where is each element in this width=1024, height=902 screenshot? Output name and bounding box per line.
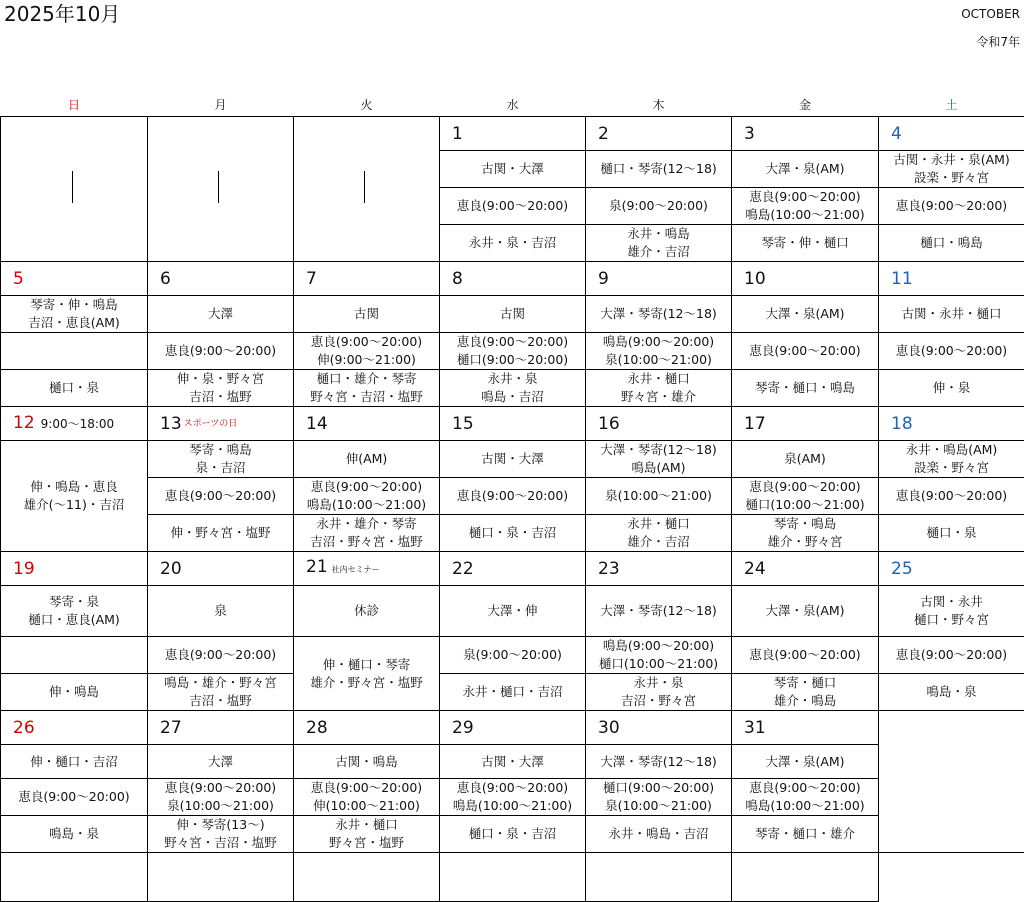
- shift-cell: 恵良(9:00～20:00) 伸(9:00～21:00): [294, 333, 440, 370]
- day-number: 11: [891, 269, 913, 289]
- day-number: 3: [744, 124, 755, 144]
- event-label: 社内セミナー: [332, 565, 380, 574]
- shift-cell: 伸(AM): [294, 441, 440, 478]
- shift-cell: 恵良(9:00～20:00) 樋口(10:00～21:00): [732, 478, 879, 515]
- shift-cell: 永井・泉 鳴島・吉沼: [440, 370, 586, 407]
- day-number: 17: [744, 414, 766, 434]
- shift-cell: 樋口・泉・吉沼: [440, 515, 586, 552]
- calendar-row: [1, 296, 1024, 333]
- shift-cell: 琴寄・泉 樋口・恵良(AM): [1, 586, 148, 637]
- calendar-row: [1, 816, 1024, 853]
- weekday-header-row: [1, 92, 1024, 117]
- calendar-row: [1, 407, 1024, 441]
- day-number-cell: [148, 407, 294, 441]
- divider-mark: [364, 171, 365, 203]
- weekday-wed: 水: [440, 92, 586, 117]
- calendar-row: [1, 370, 1024, 407]
- shift-cell: 樋口・鳴島: [879, 225, 1024, 262]
- shift-cell: 大澤・琴寄(12～18): [586, 586, 732, 637]
- weekday-mon: 月: [148, 92, 294, 117]
- empty-day-cell: [879, 711, 1024, 853]
- calendar-row: [1, 117, 1024, 151]
- shift-cell: 大澤・泉(AM): [732, 586, 879, 637]
- shift-cell: 伸・泉・野々宮 吉沼・塩野: [148, 370, 294, 407]
- shift-cell: 永井・樋口・吉沼: [440, 674, 586, 711]
- blank-day-cell: [1, 117, 148, 262]
- shift-cell: 大澤・泉(AM): [732, 151, 879, 188]
- day-number: 13: [160, 414, 182, 434]
- shift-cell: 鳴島(9:00～20:00) 泉(10:00～21:00): [586, 333, 732, 370]
- day-number-cell: [879, 117, 1024, 151]
- day-number: 1: [452, 124, 463, 144]
- shift-cell: 恵良(9:00～20:00): [440, 188, 586, 225]
- shift-cell: 鳴島・泉: [1, 816, 148, 853]
- day-number: 8: [452, 269, 463, 289]
- day-number: 16: [598, 414, 620, 434]
- shift-cell: 大澤: [148, 745, 294, 779]
- calendar-row: [1, 674, 1024, 711]
- shift-cell: 泉(9:00～20:00): [440, 637, 586, 674]
- day-number: 26: [13, 718, 35, 738]
- shift-cell: 琴寄・樋口 雄介・鳴島: [732, 674, 879, 711]
- day-number: 21: [306, 557, 328, 577]
- day-number: 2: [598, 124, 609, 144]
- day-number-cell: [440, 117, 586, 151]
- shift-cell: 古関・鳴島: [294, 745, 440, 779]
- calendar-row: [1, 711, 1024, 745]
- shift-cell: 恵良(9:00～20:00): [148, 637, 294, 674]
- shift-cell: 永井・泉 吉沼・野々宮: [586, 674, 732, 711]
- shift-cell: 樋口・泉: [879, 515, 1024, 552]
- shift-cell: 恵良(9:00～20:00): [440, 478, 586, 515]
- shift-cell: 伸・泉: [879, 370, 1024, 407]
- shift-cell: 樋口(9:00～20:00) 泉(10:00～21:00): [586, 779, 732, 816]
- day-number: 12: [13, 413, 35, 433]
- day-number: 23: [598, 559, 620, 579]
- blank-day-cell: [294, 117, 440, 262]
- day-number: 30: [598, 718, 620, 738]
- calendar-row: [1, 552, 1024, 586]
- shift-cell: 琴寄・鳴島 雄介・野々宮: [732, 515, 879, 552]
- shift-cell: 恵良(9:00～20:00): [879, 333, 1024, 370]
- shift-cell: 大澤: [148, 296, 294, 333]
- day-number-cell: [440, 262, 586, 296]
- shift-cell: 樋口・雄介・琴寄 野々宮・吉沼・塩野: [294, 370, 440, 407]
- shift-cell: 古関・大澤: [440, 151, 586, 188]
- day-number: 31: [744, 718, 766, 738]
- shift-cell: 古関・永井・泉(AM) 設楽・野々宮: [879, 151, 1024, 188]
- calendar-grid: [0, 92, 1024, 902]
- shift-cell: 恵良(9:00～20:00) 鳴島(10:00～21:00): [294, 478, 440, 515]
- shift-cell: 伸・樋口・吉沼: [1, 745, 148, 779]
- shift-cell: [1, 637, 148, 674]
- day-number-cell: [1, 407, 148, 441]
- day-number: 14: [306, 414, 328, 434]
- day-number: 19: [13, 559, 35, 579]
- day-number-cell: [148, 552, 294, 586]
- blank-day-cell: [148, 117, 294, 262]
- shift-cell: 古関・永井 樋口・野々宮: [879, 586, 1024, 637]
- day-number: 7: [306, 269, 317, 289]
- shift-cell: 永井・泉・吉沼: [440, 225, 586, 262]
- day-number-cell: [586, 552, 732, 586]
- shift-cell: 鳴島・泉: [879, 674, 1024, 711]
- day-number: 9: [598, 269, 609, 289]
- shift-cell: 恵良(9:00～20:00): [732, 333, 879, 370]
- calendar-row: [1, 333, 1024, 370]
- shift-cell: 伸・樋口・琴寄 雄介・野々宮・塩野: [294, 637, 440, 711]
- day-number-cell: [586, 407, 732, 441]
- calendar-row: [1, 745, 1024, 779]
- shift-cell: 大澤・琴寄(12～18) 鳴島(AM): [586, 441, 732, 478]
- empty-cell: [1, 853, 148, 902]
- day-number-cell: [294, 262, 440, 296]
- calendar-row: [1, 637, 1024, 674]
- month-english: OCTOBER: [961, 7, 1020, 21]
- empty-cell: [440, 853, 586, 902]
- day-number: 24: [744, 559, 766, 579]
- calendar-row: [1, 262, 1024, 296]
- day-number-cell: [440, 711, 586, 745]
- calendar-row: [1, 478, 1024, 515]
- empty-cell: [294, 853, 440, 902]
- divider-mark: [218, 171, 219, 203]
- day-number-cell: [294, 711, 440, 745]
- shift-cell: 鳴島(9:00～20:00) 樋口(10:00～21:00): [586, 637, 732, 674]
- calendar-row: [1, 779, 1024, 816]
- day-number: 15: [452, 414, 474, 434]
- shift-cell-merged: 伸・鳴島・恵良 雄介(～11)・吉沼: [1, 441, 148, 552]
- empty-cell: [586, 853, 732, 902]
- shift-cell: 恵良(9:00～20:00) 鳴島(10:00～21:00): [440, 779, 586, 816]
- era-year: 令和7年: [976, 33, 1020, 50]
- day-number: 28: [306, 718, 328, 738]
- day-number-cell: [440, 407, 586, 441]
- day-number: 20: [160, 559, 182, 579]
- shift-cell: 永井・樋口 野々宮・塩野: [294, 816, 440, 853]
- shift-cell: 恵良(9:00～20:00): [148, 478, 294, 515]
- shift-cell: 鳴島・雄介・野々宮 吉沼・塩野: [148, 674, 294, 711]
- day-number-cell: [1, 262, 148, 296]
- calendar-row: [1, 853, 1024, 902]
- day-number: 6: [160, 269, 171, 289]
- day-number-cell: [1, 711, 148, 745]
- day-number-cell: [732, 262, 879, 296]
- shift-cell: 樋口・泉: [1, 370, 148, 407]
- shift-cell: 恵良(9:00～20:00) 樋口(9:00～20:00): [440, 333, 586, 370]
- shift-cell: 恵良(9:00～20:00) 伸(10:00～21:00): [294, 779, 440, 816]
- shift-cell: 永井・鳴島 雄介・吉沼: [586, 225, 732, 262]
- shift-cell: 大澤・琴寄(12～18): [586, 296, 732, 333]
- day-number: 29: [452, 718, 474, 738]
- empty-cell: [732, 853, 879, 902]
- shift-cell: 古関: [294, 296, 440, 333]
- shift-cell: 永井・鳴島(AM) 設楽・野々宮: [879, 441, 1024, 478]
- weekday-thu: 木: [586, 92, 732, 117]
- day-number-cell: [294, 552, 440, 586]
- shift-cell: 琴寄・伸・樋口: [732, 225, 879, 262]
- day-number-cell: [879, 407, 1024, 441]
- weekday-fri: 金: [732, 92, 879, 117]
- calendar-row: [1, 441, 1024, 478]
- shift-cell: 古関・永井・樋口: [879, 296, 1024, 333]
- shift-cell: 泉(AM): [732, 441, 879, 478]
- shift-cell: 大澤・泉(AM): [732, 296, 879, 333]
- day-hours-note: 9:00～18:00: [41, 417, 115, 431]
- shift-cell: 泉(10:00～21:00): [586, 478, 732, 515]
- shift-cell: 恵良(9:00～20:00): [732, 637, 879, 674]
- shift-cell: 琴寄・鳴島 泉・吉沼: [148, 441, 294, 478]
- day-number-cell: [732, 552, 879, 586]
- day-number-cell: [586, 711, 732, 745]
- day-number: 5: [13, 269, 24, 289]
- day-number-cell: [732, 117, 879, 151]
- shift-cell: 泉: [148, 586, 294, 637]
- day-number: 25: [891, 559, 913, 579]
- day-number-cell: [732, 407, 879, 441]
- day-number-cell: [732, 711, 879, 745]
- shift-cell: 永井・樋口 雄介・吉沼: [586, 515, 732, 552]
- day-number: 22: [452, 559, 474, 579]
- shift-cell: 永井・鳴島・吉沼: [586, 816, 732, 853]
- weekday-tue: 火: [294, 92, 440, 117]
- shift-cell: 伸・琴寄(13～) 野々宮・吉沼・塩野: [148, 816, 294, 853]
- shift-cell: 永井・樋口 野々宮・雄介: [586, 370, 732, 407]
- shift-cell: 伸・野々宮・塩野: [148, 515, 294, 552]
- shift-cell: [1, 333, 148, 370]
- calendar-row: [1, 515, 1024, 552]
- day-number: 18: [891, 414, 913, 434]
- shift-cell: 恵良(9:00～20:00): [148, 333, 294, 370]
- shift-cell: 琴寄・樋口・鳴島: [732, 370, 879, 407]
- day-number-cell: [294, 407, 440, 441]
- shift-cell: 樋口・琴寄(12～18): [586, 151, 732, 188]
- shift-cell: 恵良(9:00～20:00) 鳴島(10:00～21:00): [732, 188, 879, 225]
- weekday-sun: 日: [1, 92, 148, 117]
- shift-cell: 大澤・泉(AM): [732, 745, 879, 779]
- empty-cell: [148, 853, 294, 902]
- calendar-row: [1, 586, 1024, 637]
- shift-cell: 樋口・泉・吉沼: [440, 816, 586, 853]
- day-number-cell: [586, 117, 732, 151]
- day-number-cell: [440, 552, 586, 586]
- shift-cell: 古関: [440, 296, 586, 333]
- day-number: 10: [744, 269, 766, 289]
- shift-cell: 永井・雄介・琴寄 吉沼・野々宮・塩野: [294, 515, 440, 552]
- shift-cell: 恵良(9:00～20:00): [879, 637, 1024, 674]
- shift-cell: 古関・大澤: [440, 441, 586, 478]
- day-number-cell: [1, 552, 148, 586]
- shift-cell: 琴寄・樋口・雄介: [732, 816, 879, 853]
- day-number: 27: [160, 718, 182, 738]
- shift-cell: 大澤・琴寄(12～18): [586, 745, 732, 779]
- shift-cell: 古関・大澤: [440, 745, 586, 779]
- day-number-cell: [879, 552, 1024, 586]
- shift-cell: 恵良(9:00～20:00) 鳴島(10:00～21:00): [732, 779, 879, 816]
- day-number-cell: [586, 262, 732, 296]
- closed-label: 休診: [294, 586, 440, 637]
- shift-cell: 泉(9:00～20:00): [586, 188, 732, 225]
- shift-cell: 恵良(9:00～20:00): [1, 779, 148, 816]
- empty-cell: [879, 853, 1024, 902]
- shift-cell: 大澤・伸: [440, 586, 586, 637]
- day-number-cell: [879, 262, 1024, 296]
- shift-cell: 恵良(9:00～20:00): [879, 188, 1024, 225]
- holiday-label: スポーツの日: [184, 419, 238, 429]
- shift-cell: 恵良(9:00～20:00) 泉(10:00～21:00): [148, 779, 294, 816]
- day-number-cell: [148, 262, 294, 296]
- shift-cell: 伸・鳴島: [1, 674, 148, 711]
- shift-cell: 琴寄・伸・鳴島 吉沼・恵良(AM): [1, 296, 148, 333]
- day-number-cell: [148, 711, 294, 745]
- weekday-sat: 土: [879, 92, 1024, 117]
- calendar-title: 2025年10月: [4, 0, 120, 28]
- day-number: 4: [891, 124, 902, 144]
- shift-cell: 恵良(9:00～20:00): [879, 478, 1024, 515]
- divider-mark: [72, 171, 73, 203]
